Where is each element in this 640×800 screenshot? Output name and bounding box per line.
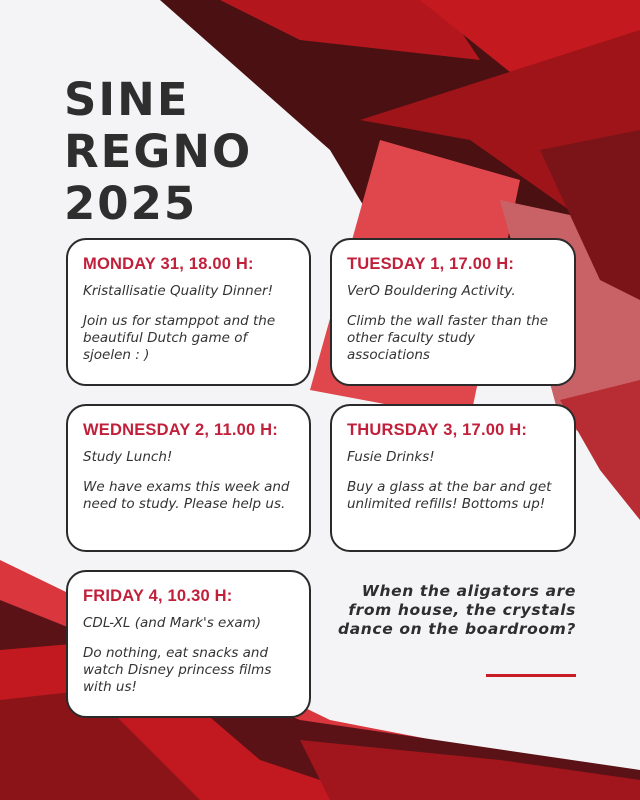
title-line-3: 2025: [64, 177, 198, 230]
event-description: Climb the wall faster than the other faculty study associations: [347, 313, 549, 363]
title-line-2: REGNO: [64, 125, 253, 178]
event-card-monday: [66, 238, 311, 386]
event-heading: THURSDAY 3, 17.00 H:: [347, 421, 528, 439]
event-title: Study Lunch!: [83, 449, 173, 465]
event-heading: MONDAY 31, 18.00 H:: [83, 255, 254, 273]
event-heading: TUESDAY 1, 17.00 H:: [347, 255, 515, 273]
event-card-wednesday: [66, 404, 311, 552]
event-description: Join us for stamppot and the beautiful Dutch game of sjoelen : ): [83, 313, 276, 363]
event-title: CDL-XL (and Mark's exam): [83, 615, 262, 631]
event-description: Do nothing, eat snacks and watch Disney princess films with us!: [83, 645, 272, 695]
page-title: [64, 74, 252, 230]
title-line-1: SINE: [64, 73, 190, 126]
event-card-thursday: [330, 404, 576, 552]
event-title: Fusie Drinks!: [347, 449, 435, 465]
event-description: Buy a glass at the bar and get unlimited refills! Bottoms up!: [347, 479, 552, 512]
event-card-tuesday: [330, 238, 576, 386]
quote-underline: [486, 674, 576, 677]
event-description: We have exams this week and need to study. Please help us.: [83, 479, 290, 512]
event-card-friday: [66, 570, 311, 718]
closing-quote: When the aligators are from house, the crystals dance on the boardroom?: [338, 582, 576, 638]
event-heading: FRIDAY 4, 10.30 H:: [83, 587, 233, 605]
event-title: VerO Bouldering Activity.: [347, 283, 516, 299]
event-heading: WEDNESDAY 2, 11.00 H:: [83, 421, 278, 439]
event-title: Kristallisatie Quality Dinner!: [83, 283, 274, 299]
